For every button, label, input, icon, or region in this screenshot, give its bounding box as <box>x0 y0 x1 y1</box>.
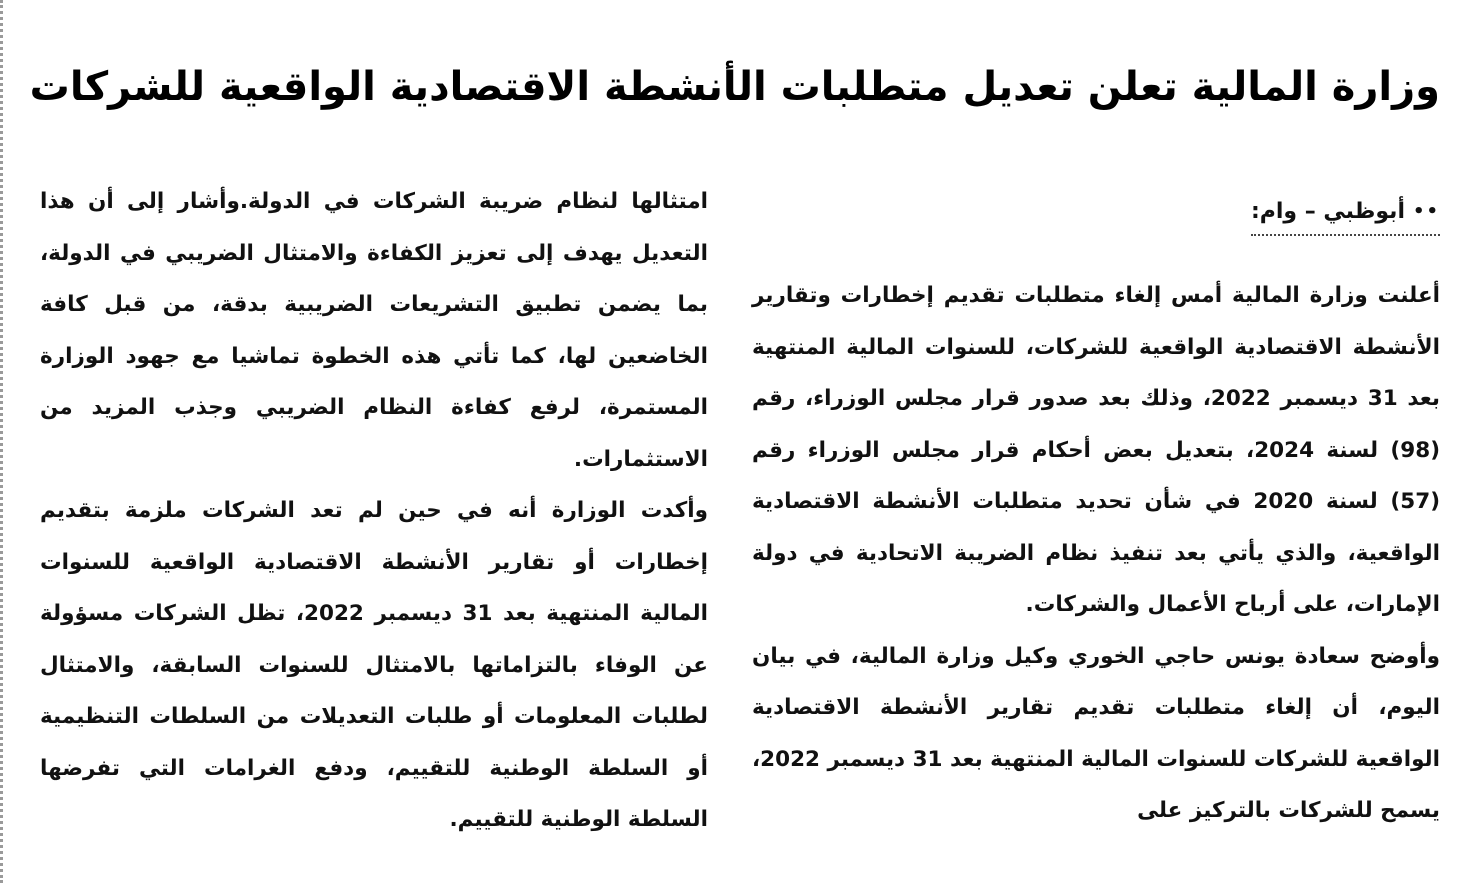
article-column-left <box>40 176 708 846</box>
byline-location: أبوظبي – وام: <box>1250 199 1405 224</box>
article-byline <box>752 176 1440 270</box>
article-headline: وزارة المالية تعلن تعديل متطلبات الأنشطة الاقتصادية الواقعية للشركات <box>30 64 1440 110</box>
article-paragraph: وأكدت الوزارة أنه في حين لم تعد الشركات ملزمة بتقديم إخطارات أو تقارير الأنشطة الاقتصادية الواقعية للسنوات المالية المنتهية بعد 31 ديسمبر 2022، تظل الشركات مسؤولة عن الوفاء بالتزاماتها بالامتثال للسنوات السابقة، والامتثال لطلبات المعلومات أو طلبات التعديلات من السلطات التنظيمية أو السلطة الوطنية للتقييم، ودفع الغرامات التي تفرضها السلطة الوطنية للتقييم. <box>40 498 708 832</box>
page-edge-dotted-border <box>0 0 4 883</box>
article-paragraph: امتثالها لنظام ضريبة الشركات في الدولة.وأشار إلى أن هذا التعديل يهدف إلى تعزيز الكفاءة والامتثال الضريبي في الدولة، بما يضمن تطبيق التشريعات الضريبية بدقة، من قبل كافة الخاضعين لها، كما تأتي هذه الخطوة تماشيا مع جهود الوزارة المستمرة، لرفع كفاءة النظام الضريبي وجذب المزيد من الاستثمارات. <box>40 189 708 472</box>
article-paragraph: أعلنت وزارة المالية أمس إلغاء متطلبات تقديم إخطارات وتقارير الأنشطة الاقتصادية الواقعية للشركات، للسنوات المالية المنتهية بعد 31 ديسمبر 2022، وذلك بعد صدور قرار مجلس الوزراء، رقم (98) لسنة 2024، بتعديل بعض أحكام قرار مجلس الوزراء رقم (57) لسنة 2020 في شأن تحديد متطلبات الأنشطة الاقتصادية الواقعية، والذي يأتي بعد تنفيذ نظام الضريبة الاتحادية في دولة الإمارات، على أرباح الأعمال والشركات. <box>752 283 1441 617</box>
bullet-icon: •• <box>1412 201 1440 222</box>
byline-text-wrapper <box>1251 192 1440 236</box>
article-paragraph: وأوضح سعادة يونس حاجي الخوري وكيل وزارة المالية، في بيان اليوم، أن إلغاء متطلبات تقديم تقارير الأنشطة الاقتصادية الواقعية للشركات للسنوات المالية المنتهية بعد 31 ديسمبر 2022، يسمح للشركات بالتركيز على <box>752 643 1440 823</box>
article-column-right <box>752 176 1440 837</box>
